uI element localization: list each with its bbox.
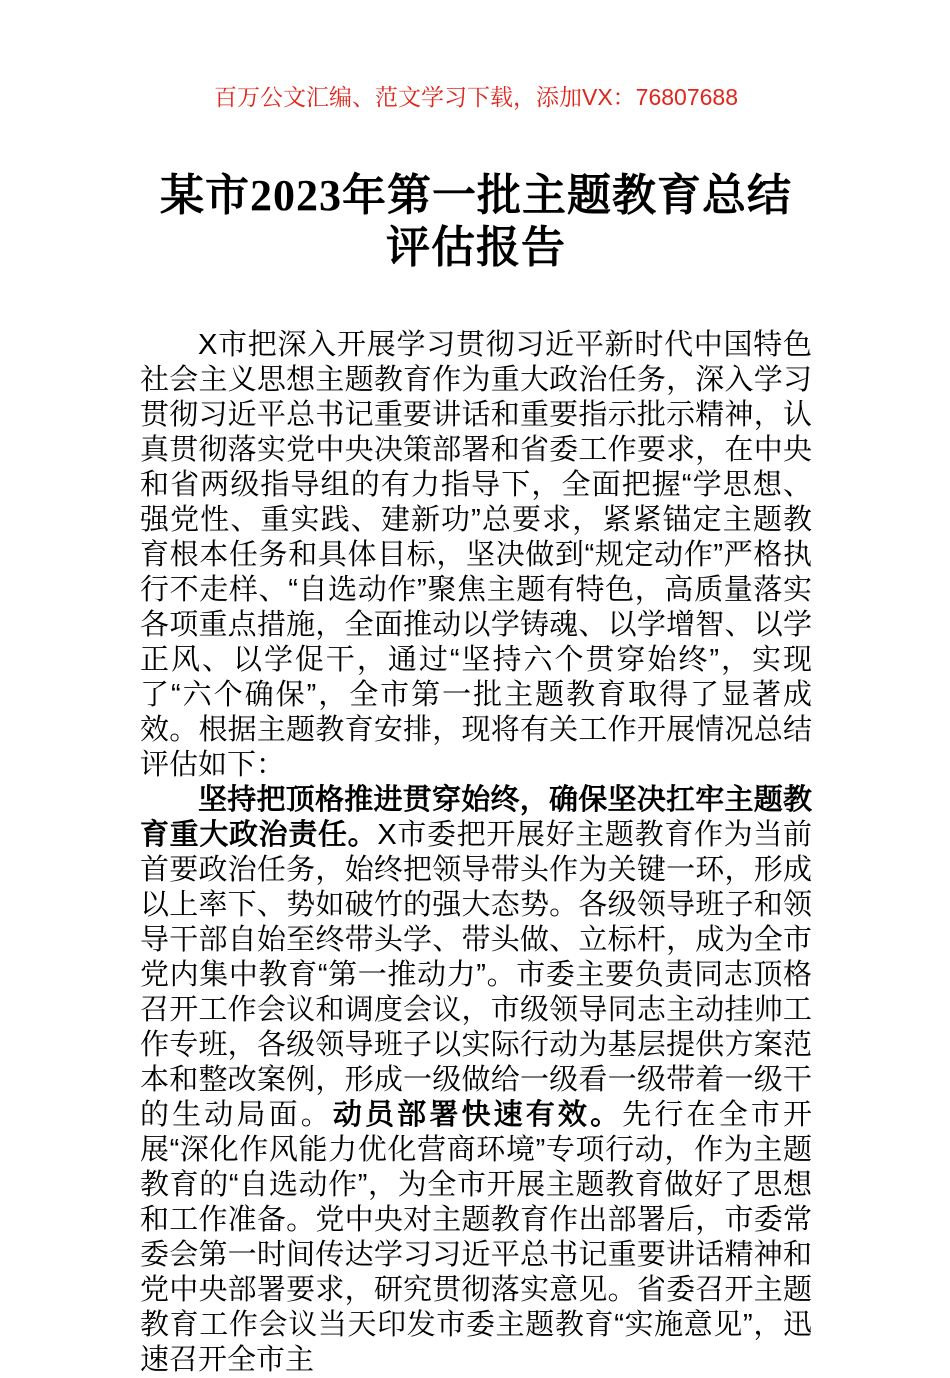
emphasis-text: 坚持把顶格推进贯穿始终，确保坚决扛牢主题教育重大政治责任。 — [140, 784, 812, 851]
page-title: 某市2023年第一批主题教育总结评估报告 — [160, 171, 792, 272]
document-body — [140, 328, 812, 1378]
body-text: X市委把开展好主题教育作为当前首要政治任务，始终把领导带头作为关键一环，形成以上率下、势如破竹的强大态势。各级领导班子和领导干部自始至终带头学、带头做、立标杆，成为全市党内集中教育“第一推动力”。市委主要负责同志顶格召开工作会议和调度会议，市级领导同志主动挂帅工作专班，各级领导班子以实际行动为基层提供方案范本和整改案例，形成一级做给一级看一级带着一级干的生动局面。 — [140, 819, 812, 1131]
body-text: 先行在全市开展“深化作风能力优化营商环境”专项行动，作为主题教育的“自选动作”，为全市开展主题教育做好了思想和工作准备。党中央对主题教育作出部署后，市委常委会第一时间传达学习习近平总书记重要讲话精神和党中央部署要求，研究贯彻落实意见。省委召开主题教育工作会议当天印发市委主题教育“实施意见”，迅速召开全市主 — [140, 1099, 812, 1376]
paragraph — [140, 783, 812, 1378]
promo-notice: 百万公文汇编、范文学习下载，添加VX：76807688 — [213, 84, 738, 110]
body-text: X市把深入开展学习贯彻习近平新时代中国特色社会主义思想主题教育作为重大政治任务，深入学习贯彻习近平总书记重要讲话和重要指示批示精神，认真贯彻落实党中央决策部署和省委工作要求，在中央和省两级指导组的有力指导下，全面把握“学思想、强党性、重实践、建新功”总要求，紧紧锚定主题教育根本任务和具体目标，坚决做到“规定动作”严格执行不走样、“自选动作”聚焦主题有特色，高质量落实各项重点措施，全面推动以学铸魂、以学增智、以学正风、以学促干，通过“坚持六个贯穿始终”，实现了“六个确保”，全市第一批主题教育取得了显著成效。根据主题教育安排，现将有关工作开展情况总结评估如下： — [140, 329, 812, 781]
paragraph — [140, 328, 812, 783]
emphasis-text: 动员部署快速有效。 — [332, 1099, 623, 1131]
